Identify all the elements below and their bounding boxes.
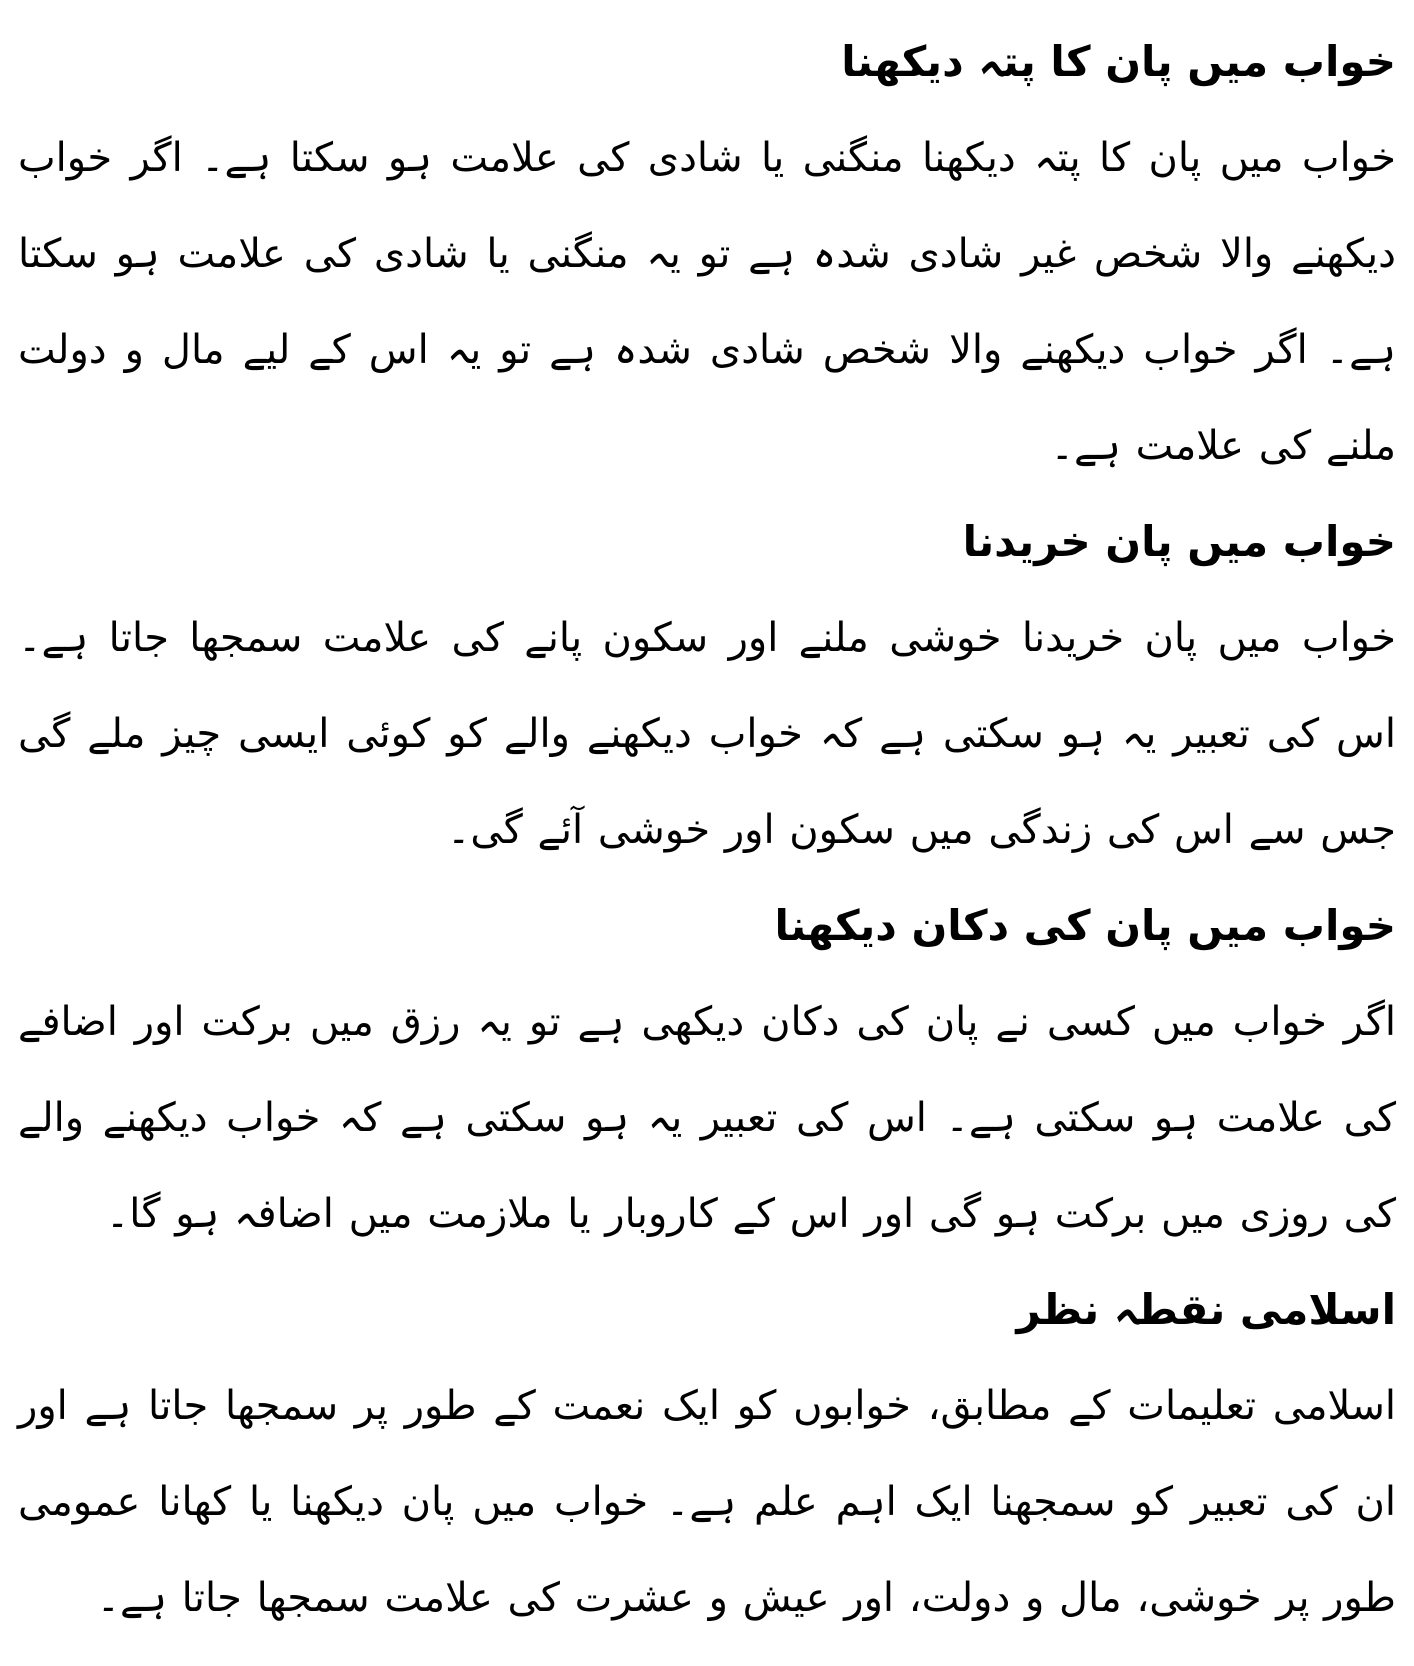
section-paan-shop [18,878,1396,1262]
dream-interpretation-article [18,14,1396,1646]
section-paragraph: اسلامی تعلیمات کے مطابق، خوابوں کو ایک نعمت کے طور پر سمجھا جاتا ہے اور ان کی تعبیر کو سمجھنا ایک اہم علم ہے۔ خواب میں پان دیکھنا یا کھانا عمومی طور پر خوشی، مال و دولت، اور عیش و عشرت کی علامت سمجھا جاتا ہے۔ [18,1383,1396,1621]
section-heading: خواب میں پان خریدنا [962,517,1396,566]
section-paragraph: خواب میں پان خریدنا خوشی ملنے اور سکون پانے کی علامت سمجھا جاتا ہے۔ اس کی تعبیر یہ ہو سکتی ہے کہ خواب دیکھنے والے کو کوئی ایسی چیز ملے گی جس سے اس کی زندگی میں سکون اور خوشی آئے گی۔ [18,615,1396,853]
section-heading: خواب میں پان کی دکان دیکھنا [774,901,1396,950]
section-paragraph: اگر خواب میں کسی نے پان کی دکان دیکھی ہے تو یہ رزق میں برکت اور اضافے کی علامت ہو سکتی ہے۔ اس کی تعبیر یہ ہو سکتی ہے کہ خواب دیکھنے والے کی روزی میں برکت ہو گی اور اس کے کاروبار یا ملازمت میں اضافہ ہو گا۔ [18,999,1396,1237]
section-heading: خواب میں پان کا پتہ دیکھنا [841,37,1396,86]
section-islamic-viewpoint [18,1262,1396,1646]
section-seeing-paan-leaf [18,14,1396,494]
section-heading: اسلامی نقطہ نظر [1016,1285,1396,1334]
section-buying-paan [18,494,1396,878]
section-paragraph: خواب میں پان کا پتہ دیکھنا منگنی یا شادی کی علامت ہو سکتا ہے۔ اگر خواب دیکھنے والا شخص غیر شادی شدہ ہے تو یہ منگنی یا شادی کی علامت ہو سکتا ہے۔ اگر خواب دیکھنے والا شخص شادی شدہ ہے تو یہ اس کے لیے مال و دولت ملنے کی علامت ہے۔ [18,135,1396,469]
